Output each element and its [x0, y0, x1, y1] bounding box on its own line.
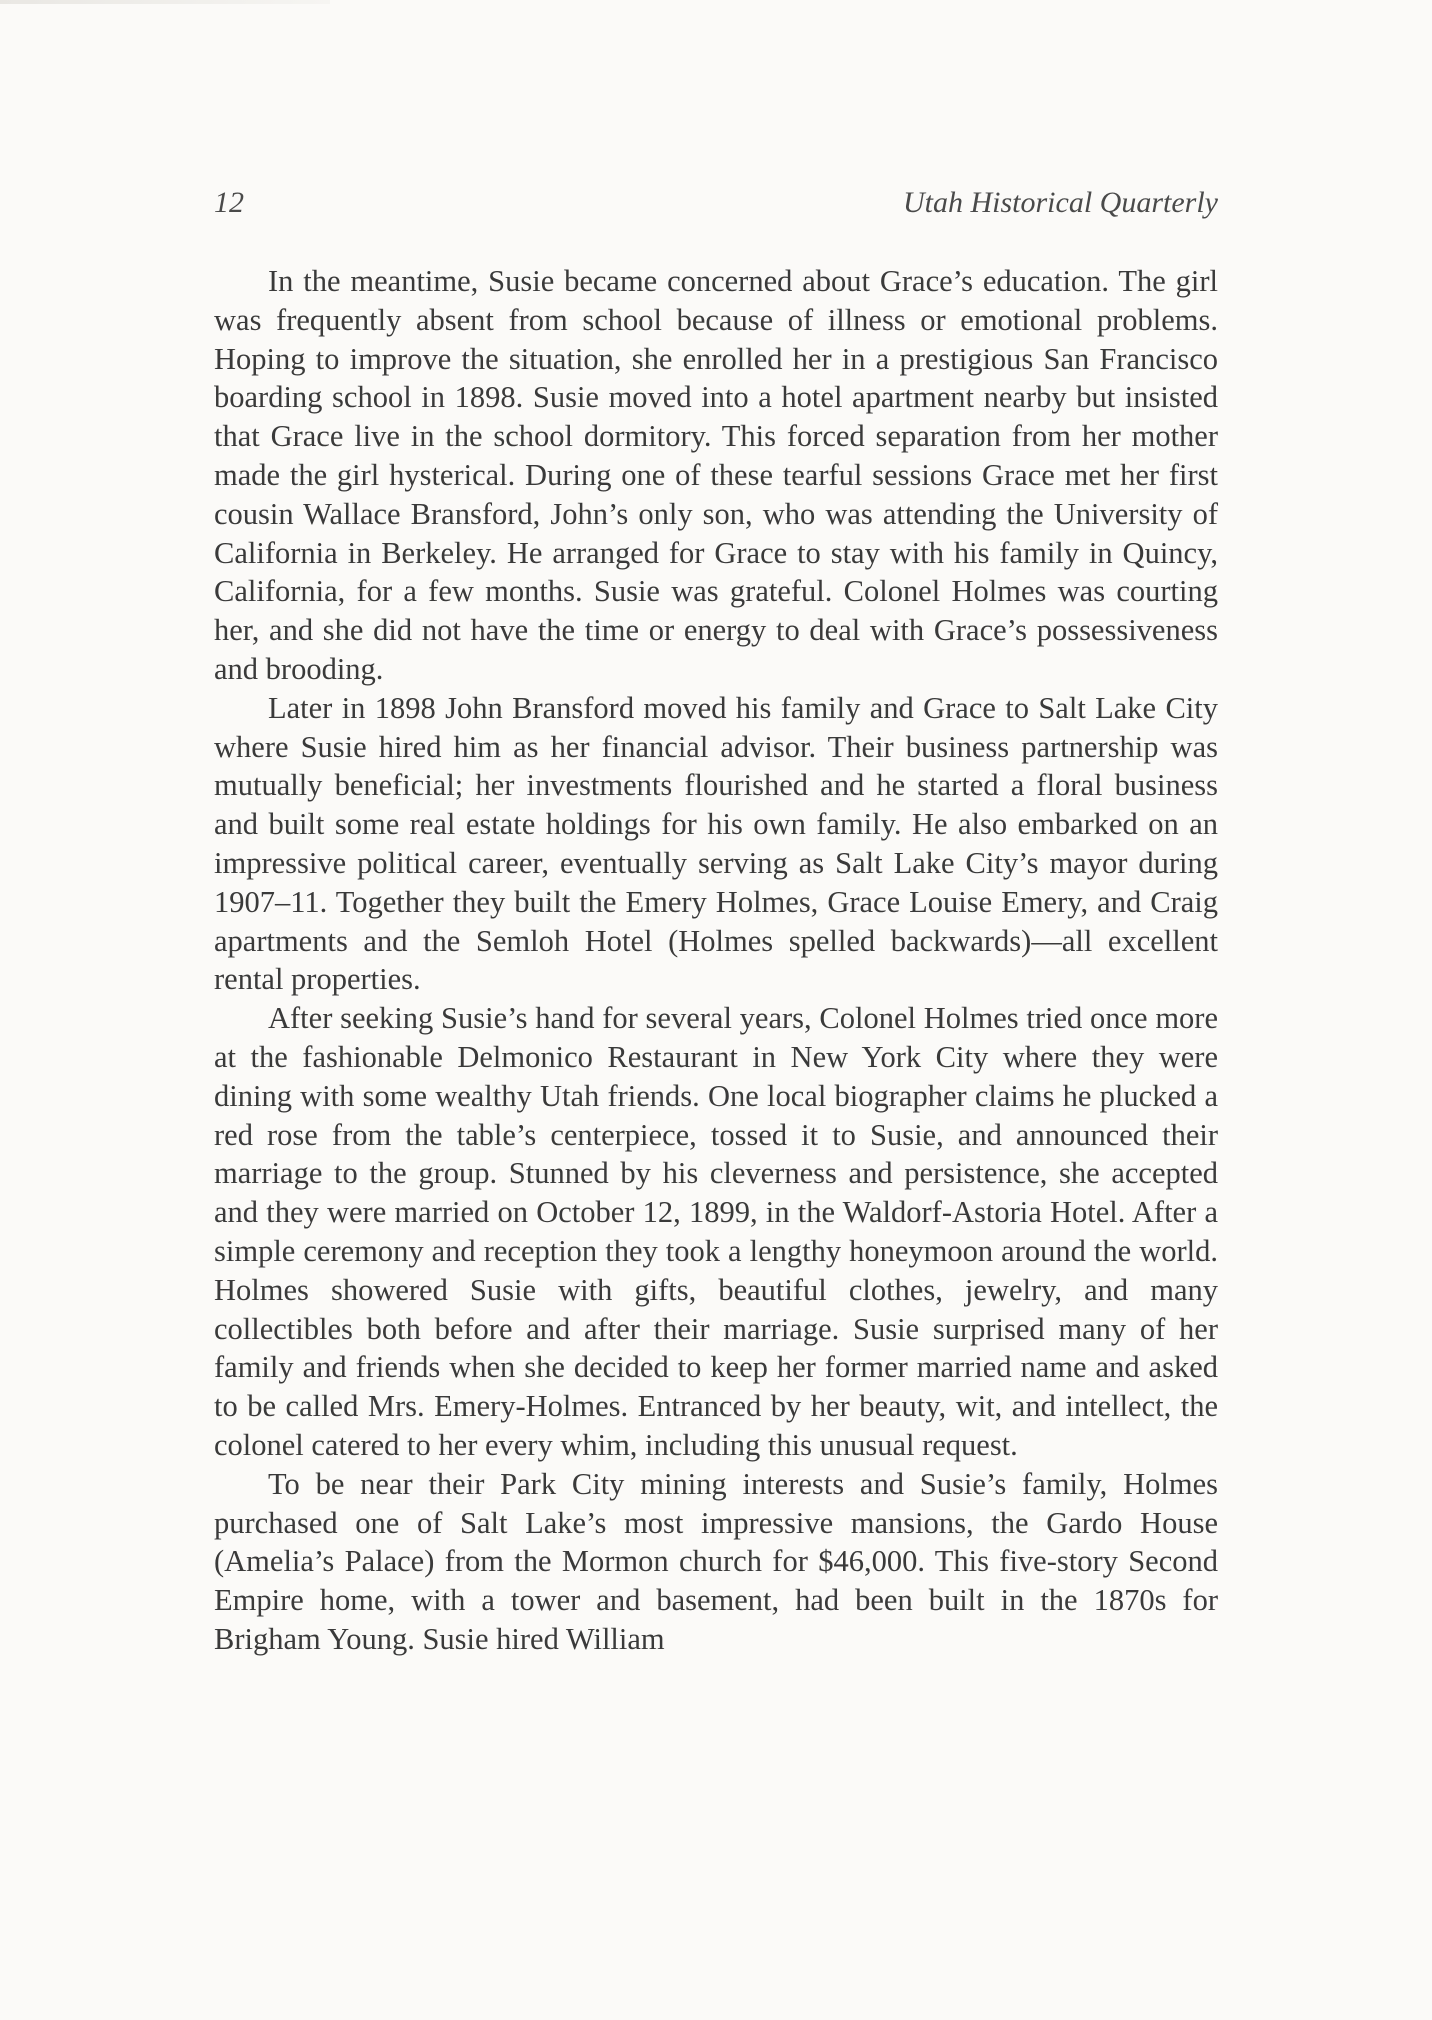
paragraph: After seeking Susie’s hand for several years, Colonel Holmes tried once more at the fashionable Delmonico Restaurant in New York City where they were dining with some wealthy Utah friends. One local biographer claims he plucked a red rose from the table’s centerpiece, tossed it to Susie, and announced their marriage to the group. Stunned by his cleverness and persistence, she accepted and they were married on October 12, 1899, in the Waldorf-Astoria Hotel. After a simple ceremony and reception they took a lengthy honeymoon around the world. Holmes showered Susie with gifts, beautiful clothes, jewelry, and many collectibles both before and after their marriage. Susie surprised many of her family and friends when she decided to keep her former married name and asked to be called Mrs. Emery-Holmes. Entranced by her beauty, wit, and intellect, the colonel catered to her every whim, including this unusual request.	[214, 1001, 1218, 1462]
scan-edge-mark	[0, 0, 330, 4]
paragraph: Later in 1898 John Bransford moved his family and Grace to Salt Lake City where Susie hired him as her financial advisor. Their business partnership was mutually beneficial; her investments flourished and he started a floral business and built some real estate holdings for his own family. He also embarked on an impressive political career, eventually serving as Salt Lake City’s mayor during 1907–11. Together they built the Emery Holmes, Grace Louise Emery, and Craig apartments and the Semloh Hotel (Holmes spelled backwards)—all excellent rental properties.	[214, 690, 1218, 997]
paragraph: To be near their Park City mining interests and Susie’s family, Holmes purchased one of Salt Lake’s most impressive mansions, the Gardo House (Amelia’s Palace) from the Mormon church for $46,000. This five-story Second Empire home, with a tower and basement, had been built in the 1870s for Brigham Young. Susie hired William	[214, 1466, 1218, 1656]
paragraph: In the meantime, Susie became concerned about Grace’s education. The girl was frequently absent from school because of illness or emotional problems. Hoping to improve the situation, she enrolled her in a prestigious San Francisco boarding school in 1898. Susie moved into a hotel apartment nearby but insisted that Grace live in the school dormitory. This forced separation from her mother made the girl hysterical. During one of these tearful sessions Grace met her first cousin Wallace Bransford, John’s only son, who was attending the University of California in Berkeley. He arranged for Grace to stay with his family in Quincy, California, for a few months. Susie was grateful. Colonel Holmes was courting her, and she did not have the time or energy to deal with Grace’s possessiveness and brooding.	[214, 264, 1218, 686]
page-number: 12	[214, 186, 244, 219]
running-head: Utah Historical Quarterly	[903, 186, 1218, 219]
page-header	[214, 186, 1218, 230]
article-body	[214, 262, 1218, 1659]
